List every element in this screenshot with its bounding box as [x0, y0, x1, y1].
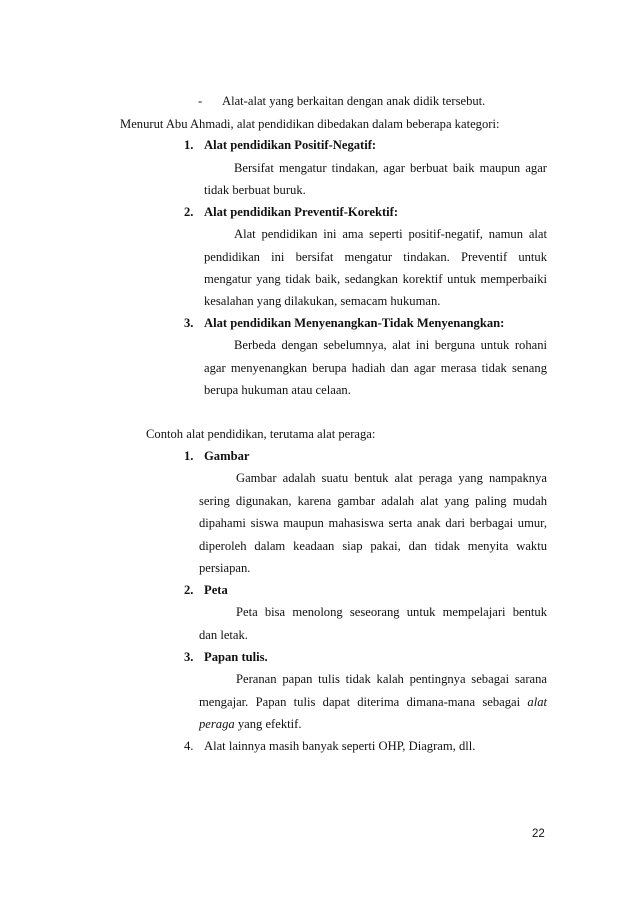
peraga-3-line-3-text: yang efektif.: [237, 717, 302, 731]
peraga-2-line-2: dan letak.: [199, 628, 248, 642]
kategori-2-title: Alat pendidikan Preventif-Korektif:: [204, 205, 399, 219]
peraga-3-number: 3.: [184, 650, 194, 664]
peraga-1-line-5: persiapan.: [199, 561, 251, 575]
peraga-3-line-2: [199, 694, 547, 710]
peraga-3-italic-alat: alat: [527, 695, 548, 709]
page-number: 22: [532, 828, 545, 840]
peraga-3-title: Papan tulis.: [204, 650, 268, 664]
peraga-2-line-1: Peta bisa menolong seseorang untuk mempelajari bentuk: [236, 605, 547, 619]
kategori-2-line-1: Alat pendidikan ini ama seperti positif-negatif, namun alat: [234, 227, 547, 241]
peraga-2-heading: [184, 582, 228, 598]
peraga-1-line-4: diperoleh dalam keadaan siap pakai, dan tidak menyita waktu: [199, 539, 547, 553]
kategori-1-number: 1.: [184, 138, 194, 152]
intro-item: Alat-alat yang berkaitan dengan anak didik tersebut.: [222, 94, 486, 108]
kategori-2-line-4: kesalahan yang dilakukan, semacam hukuman.: [204, 294, 441, 308]
peraga-2-number: 2.: [184, 583, 194, 597]
peraga-1-title: Gambar: [204, 449, 250, 463]
kategori-3-line-3: berupa hukuman atau celaan.: [204, 383, 351, 397]
kategori-1-line-1: Bersifat mengatur tindakan, agar berbuat baik maupun agar: [234, 161, 547, 175]
peraga-1-line-3: dipahami siswa maupun mahasiswa serta anak dari berbagai umur,: [199, 516, 547, 530]
peraga-1-line-2: sering digunakan, karena gambar adalah alat yang paling mudah: [199, 494, 547, 508]
peraga-2-title: Peta: [204, 583, 228, 597]
item-4-text: Alat lainnya masih banyak seperti OHP, Diagram, dll.: [204, 739, 476, 753]
contoh-paragraph: Contoh alat pendidikan, terutama alat peraga:: [146, 427, 376, 441]
peraga-3-heading: [184, 649, 268, 665]
kategori-3-line-1: Berbeda dengan sebelumnya, alat ini berguna untuk rohani: [234, 338, 547, 352]
menurut-paragraph: Menurut Abu Ahmadi, alat pendidikan dibedakan dalam beberapa kategori:: [120, 117, 500, 131]
peraga-3-line-3: [199, 716, 301, 732]
peraga-3-line-2-text: mengajar. Papan tulis dapat diterima dimana-mana sebagai: [199, 695, 521, 709]
peraga-3-line-1: Peranan papan tulis tidak kalah pentingnya sebagai sarana: [236, 672, 547, 686]
kategori-2-line-2: pendidikan ini bersifat mengatur tindakan. Preventif untuk: [204, 250, 547, 264]
kategori-3-title: Alat pendidikan Menyenangkan-Tidak Menyenangkan:: [204, 316, 505, 330]
intro-dash: -: [198, 94, 203, 108]
peraga-3-italic-peraga: peraga: [199, 717, 235, 731]
peraga-1-heading: [184, 448, 249, 464]
peraga-1-number: 1.: [184, 449, 194, 463]
kategori-3-heading: [184, 315, 504, 331]
kategori-3-line-2: agar menyenangkan berupa hadiah dan agar merasa tidak senang: [204, 361, 547, 375]
item-4: [184, 738, 475, 754]
kategori-1-heading: [184, 137, 376, 153]
kategori-2-number: 2.: [184, 205, 194, 219]
peraga-1-line-1: Gambar adalah suatu bentuk alat peraga yang nampaknya: [236, 471, 547, 485]
kategori-1-line-2: tidak berbuat buruk.: [204, 183, 306, 197]
kategori-2-line-3: mengatur yang tidak baik, sedangkan korektif untuk memperbaiki: [204, 272, 547, 286]
item-4-number: 4.: [184, 739, 194, 753]
kategori-2-heading: [184, 204, 398, 220]
kategori-3-number: 3.: [184, 316, 194, 330]
kategori-1-title: Alat pendidikan Positif-Negatif:: [204, 138, 377, 152]
